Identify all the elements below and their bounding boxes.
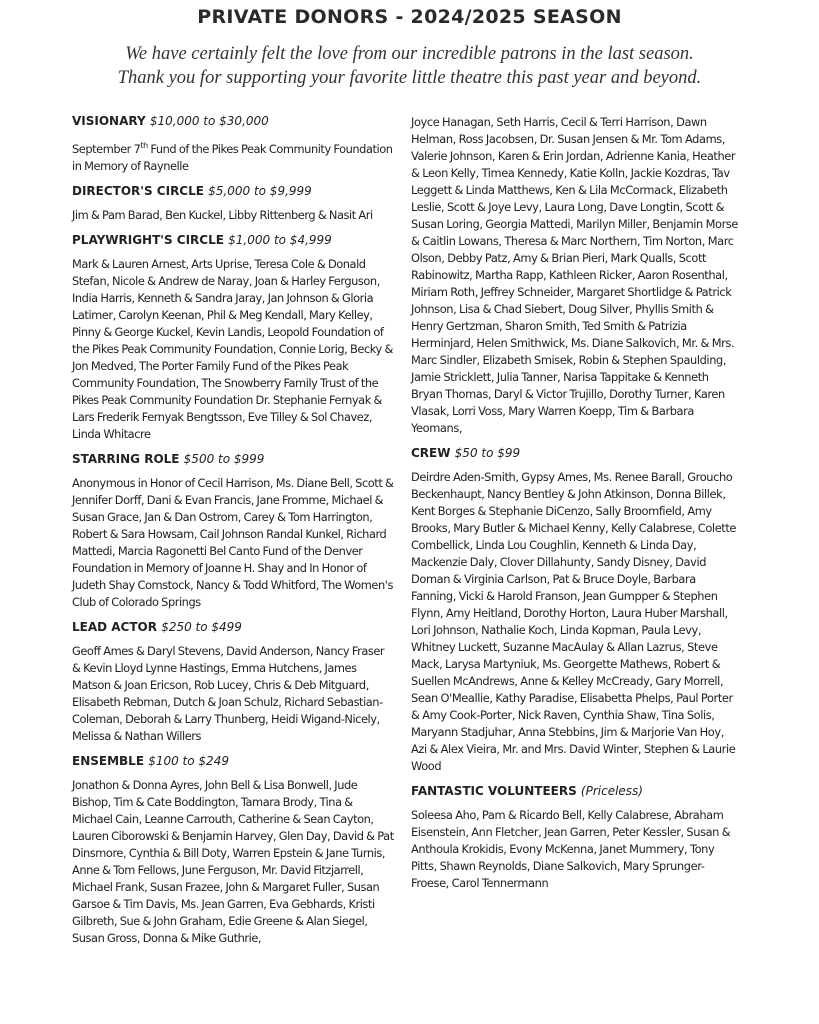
section-name: ENSEMBLE [72, 753, 145, 768]
donor-list-crew: Deirdre Aden-Smith, Gypsy Ames, Ms. Renee Barall, Groucho Beckenhaupt, Nancy Bentley & John Atkinson, Donna Billek, Kent Borges & Stephanie DiCenzo, Sally Broomfield, Amy Brooks, Mary Butler & Michael Kenny, Kelly Calabrese, Colette Combellick, Linda Lou Coughlin, Kenneth & Linda Day, Mackenzie Daly, Clover Dillahunty, Sandy Disney, David Doman & Virginia Carlson, Pat & Bruce Doyle, Barbara Fanning, Vicki & Harold Franson, Jean Gumpper & Stephen Flynn, Amy Heitland, Dorothy Horton, Laura Huber Marshall, Lori Johnson, Nathalie Koch, Linda Kopman, Paula Levy, Whitney Luckett, Suzanne MacAulay & Allan Lazrus, Steve Mack, Larysa Martyniuk, Ms. Georgette Mathews, Robert & Suellen McAndrews, Anne & Kelley McCready, Gary Morrell, Sean O'Meallie, Kathy Paradise, Elisabetta Phelps, Paul Porter & Amy Cook-Porter, Nick Raven, Cynthia Shaw, Tina Solis, Maryann Stadjuhar, Anna Stebbins, Jim & Marjorie Van Hoy, Azi & Alex Vieira, Mr. and Mrs. David Winter, Stephen & Laurie Wood [411, 470, 737, 773]
section-range: $50 to $99 [454, 446, 521, 460]
section-header-directors-circle [72, 184, 394, 198]
section-range: $1,000 to $4,999 [228, 232, 332, 247]
section-header-starring-role [72, 452, 394, 466]
ordinal-suffix: th [140, 141, 148, 150]
section-header-ensemble [72, 754, 394, 768]
section-name: VISIONARY [72, 114, 146, 128]
donor-list-visionary [72, 137, 394, 175]
section-name: LEAD ACTOR [72, 619, 157, 634]
section-name: STARRING ROLE [72, 451, 180, 466]
section-range: $250 to $499 [161, 619, 242, 634]
intro-line-1: We have certainly felt the love from our incredible patrons in the last season. [125, 44, 694, 64]
section-range: $5,000 to $9,999 [208, 183, 312, 198]
donor-list-directors-circle: Jim & Pam Barad, Ben Kuckel, Libby Rittenberg & Nasit Ari [72, 207, 373, 222]
donor-list-fantastic-volunteers: Soleesa Aho, Pam & Ricardo Bell, Kelly Calabrese, Abraham Eisenstein, Ann Fletcher, Jean Garren, Peter Kessler, Susan & Anthoula Krokidis, Evony McKenna, Janet Mummery, Tony Pitts, Shawn Reynolds, Diane Salkovich, Mary Sprunger-Froese, Carol Tennermann [411, 808, 731, 890]
section-header-playwrights-circle [72, 233, 394, 247]
left-column [72, 114, 394, 956]
section-name: DIRECTOR'S CIRCLE [72, 183, 204, 198]
section-header-lead-actor [72, 620, 394, 634]
section-range: $10,000 to $30,000 [149, 114, 269, 128]
section-name: FANTASTIC VOLUNTEERS [411, 784, 577, 798]
section-range: $500 to $999 [183, 451, 265, 466]
page-title: PRIVATE DONORS - 2024/2025 SEASON [197, 6, 622, 28]
section-name: CREW [411, 446, 451, 460]
donor-list-starring-role: Anonymous in Honor of Cecil Harrison, Ms. Diane Bell, Scott & Jennifer Dorff, Dani & Evan Francis, Jane Fromme, Michael & Susan Grace, Jan & Dan Ostrom, Carey & Tom Harrington, Robert & Sara Howsam, Cail Johnson Randal Kunkel, Richard Mattedi, Marcia Ragonetti Bel Canto Fund of the Denver Foundation in Memory of Joanne H. Shay and In Honor of Judeth Shay Comstock, Nancy & Todd Whitford, The Women's Club of Colorado Springs [72, 475, 394, 609]
donor-list-ensemble-part1: Jonathon & Donna Ayres, John Bell & Lisa Bonwell, Jude Bishop, Tim & Cate Boddington, Tamara Brody, Tina & Michael Cain, Leanne Carrouth, Catherine & Sean Cayton, Lauren Ciborowski & Benjamin Harvey, Glen Day, David & Pat Dinsmore, Cynthia & Bill Doty, Warren Epstein & Jane Turnis, Anne & Tom Fellows, June Ferguson, Mr. David Fitzjarrell, Michael Frank, Susan Frazee, John & Margaret Fuller, Susan Garsoe & Tim Davis, Ms. Jean Garren, Eva Gebhards, Kristi Gilbreth, Sue & John Graham, Edie Greene & Alan Siegel, Susan Gross, Donna & Mike Guthrie, [72, 777, 394, 945]
section-header-fantastic-volunteers [411, 784, 741, 798]
section-name: PLAYWRIGHT'S CIRCLE [72, 232, 224, 247]
donor-list-playwrights-circle: Mark & Lauren Arnest, Arts Uprise, Teresa Cole & Donald Stefan, Nicole & Andrew de Naray, Joan & Harley Ferguson, India Harris, Kenneth & Sandra Jaray, Jan Johnson & Gloria Latimer, Carolyn Keenan, Phil & Meg Kendall, Mary Kelley, Pinny & George Kuckel, Kevin Landis, Leopold Foundation of the Pikes Peak Community Foundation, Connie Lorig, Becky & Jon Medved, The Porter Family Fund of the Pikes Peak Community Foundation, The Snowberry Family Trust of the Pikes Peak Community Foundation Dr. Stephanie Fernyak & Lars Frederik Fernyak Bengtsson, Eve Tilley & Sol Chavez, Linda Whitacre [72, 256, 393, 441]
donor-text-part: September 7 [72, 141, 141, 156]
section-range: (Priceless) [580, 784, 643, 798]
section-header-crew [411, 446, 741, 460]
donor-list-ensemble-part2: Joyce Hanagan, Seth Harris, Cecil & Terri Harrison, Dawn Helman, Ross Jacobsen, Dr. Susan Jensen & Mr. Tom Adams, Valerie Johnson, Karen & Erin Jordan, Adrienne Kania, Heather & Leon Kelly, Timea Kennedy, Katie Kolln, Jackie Kozdras, Tav Leggett & Linda Matthews, Ken & Lila McCormack, Elizabeth Leslie, Scott & Joye Levy, Laura Long, Dave Longtin, Scott & Susan Loring, Georgia Mattedi, Marilyn Miller, Benjamin Morse & Caitlin Lowans, Theresa & Marc Northern, Tim Norton, Marc Olson, Debby Patz, Amy & Brian Pieri, Mark Qualls, Scott Rabinowitz, Martha Rapp, Kathleen Ricker, Aaron Rosenthal, Miriam Roth, Jeffrey Schneider, Margaret Shortlidge & Patrick Johnson, Lisa & Chad Siebert, Doug Silver, Phyllis Smith & Henry Gertzman, Sharon Smith, Ted Smith & Patrizia Herminjard, Helen Smithwick, Ms. Diane Salkovich, Mr. & Mrs. Marc Sindler, Elizabeth Smisek, Robin & Stephen Spaulding, Jamie Stricklett, Julia Tanner, Narisa Tappitake & Kenneth Bryan Thomas, Daryl & Victor Trujillo, Dorothy Turner, Karen Vlasak, Lorri Voss, Mary Warren Koepp, Tim & Barbara Yeomans, [411, 115, 738, 435]
intro-line-2: Thank you for supporting your favorite little theatre this past year and beyond. [117, 68, 702, 88]
section-header-visionary [72, 114, 394, 128]
donor-list-lead-actor: Geoff Ames & Daryl Stevens, David Anderson, Nancy Fraser & Kevin Lloyd Lynne Hastings, Emma Hutchens, James Matson & Joan Ericson, Rob Lucey, Chris & Deb Mitguard, Elisabeth Rebman, Dutch & Joan Schulz, Richard Sebastian-Coleman, Deborah & Larry Thunberg, Heidi Wigand-Nicely, Melissa & Nathan Willers [72, 643, 385, 743]
section-range: $100 to $249 [148, 753, 229, 768]
right-column [411, 114, 741, 901]
donor-text-part: Fund of the Pikes Peak Community Foundation in Memory of Raynelle [72, 141, 393, 173]
